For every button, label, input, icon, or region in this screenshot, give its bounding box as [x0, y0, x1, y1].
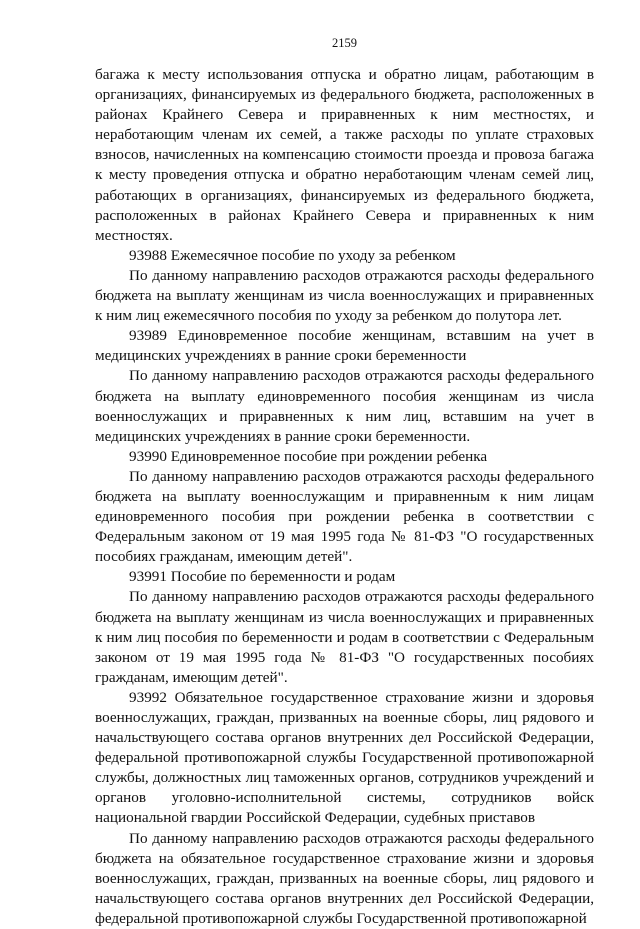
section-heading-93991: 93991 Пособие по беременности и родам	[129, 568, 396, 586]
paragraph-continuation: багажа к месту использования отпуска и обратно лицам, работающим в организациях, финансируемых из федерального бюджета, расположенных в районах Крайнего Севера и приравненных к ним местностях, и неработающим членам их семей, а также расходы по уплате страховых взносов, начисленных на компенсацию стоимости проезда и провоза багажа к месту проведения отпуска и обратно неработающим членам семей лиц, работающих в организациях, финансируемых из федерального бюджета, расположенных в районах Крайнего Севера и приравненных к ним местностях.	[95, 66, 594, 244]
paragraph-93988-body: По данному направлению расходов отражаются расходы федерального бюджета на выплату женщинам из числа военнослужащих и приравненных к ним лиц ежемесячного пособия по уходу за ребенком до полутора лет.	[95, 266, 594, 325]
section-heading-93988: 93988 Ежемесячное пособие по уходу за ребенком	[129, 246, 456, 264]
paragraph-93989-body: По данному направлению расходов отражаются расходы федерального бюджета на выплату единовременного пособия женщинам из числа военнослужащих и приравненных к ним лиц, вставшим на учет в медицинских учреждениях в ранние сроки беременности.	[95, 367, 594, 445]
paragraph-93992-body: По данному направлению расходов отражаются расходы федерального бюджета на обязательное государственное страхование жизни и здоровья военнослужащих, граждан, призванных на военные сборы, лиц рядового и начальствующего состава органов внутренних дел Российской Федерации, федеральной противопожарной службы Государственной противопожарной	[95, 829, 594, 927]
section-heading-93992: 93992 Обязательное государственное страхование жизни и здоровья военнослужащих, граждан, призванных на военные сборы, лиц рядового и начальствующего состава органов внутренних дел Российской Федерации, федеральной противопожарной службы Государственной противопожарной службы, должностных лиц таможенных органов, сотрудников учреждений и органов уголовно-исполнительной системы, сотрудников войск национальной гвардии Российской Федерации, судебных приставов	[95, 688, 594, 827]
page-number: 2159	[332, 36, 357, 50]
paragraph-93990-body: По данному направлению расходов отражаются расходы федерального бюджета на выплату военнослужащим и приравненным к ним лицам единовременного пособия при рождении ребенка в соответствии с Федеральным законом от 19 мая 1995 года № 81-ФЗ "О государственных пособиях гражданам, имеющим детей".	[95, 467, 594, 566]
section-heading-93990: 93990 Единовременное пособие при рождении ребенка	[129, 447, 488, 465]
section-heading-93989: 93989 Единовременное пособие женщинам, вставшим на учет в медицинских учреждениях в ранние сроки беременности	[95, 327, 594, 365]
paragraph-93991-body: По данному направлению расходов отражаются расходы федерального бюджета на выплату женщинам из числа военнослужащих и приравненных к ним лиц пособия по беременности и родам в соответствии с Федеральным законом от 19 мая 1995 года № 81-ФЗ "О государственных пособиях гражданам, имеющим детей".	[95, 588, 594, 686]
document-body	[95, 65, 594, 929]
